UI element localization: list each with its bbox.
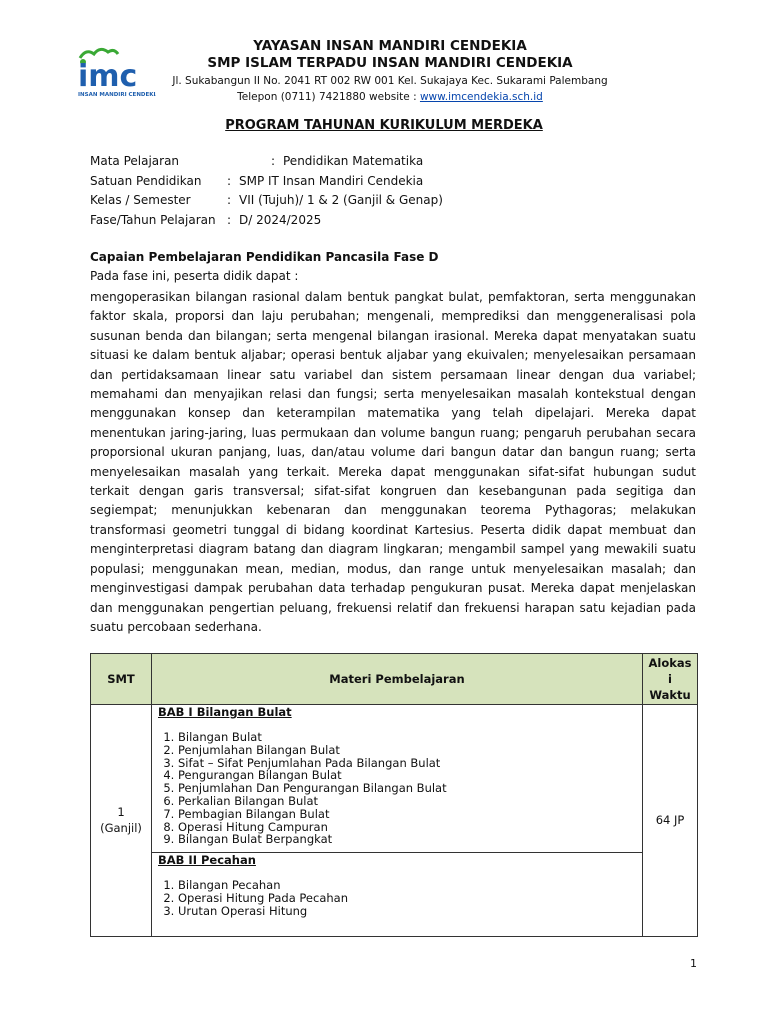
program-table: [90, 653, 698, 937]
bab-block: [152, 705, 642, 852]
meta-value: D/ 2024/2025: [239, 212, 322, 227]
meta-label: Mata Pelajaran: [90, 154, 180, 168]
website-link[interactable]: www.imcendekia.sch.id: [419, 91, 543, 103]
capaian-body: mengoperasikan bilangan rasional dalam bentuk pangkat bulat, pemfaktoran, serta menggunakan faktor skala, proporsi dan laju perubahan; mengenali, memprediksi dan menggeneralisasi pola susunan benda dan bilangan; serta mengenal bilangan irasional. Mereka dapat menyatakan suatu situasi ke dalam bentuk aljabar; operasi bentuk aljabar yang ekuivalen; menyelesaikan persamaan dan pertidaksamaan linear satu variabel dan sistem persamaan linear dengan dua variabel; memahami dan menyajikan relasi dan fungsi; serta menyelesaikan masalah kontekstual dengan menggunakan konsep dan keterampilan matematika yang telah dipelajari. Mereka dapat menentukan jaring-jaring, luas permukaan dan volume bangun ruang; pengaruh perubahan secara proporsional ukuran panjang, luas, dan/atau volume dari bangun datar dan bangun ruang; serta menyelesaikan masalah yang terkait. Mereka dapat menggunakan sifat-sifat hubungan sudut terkait dengan garis transversal; sifat-sifat kongruen dan kesebangunan pada segitiga dan segiempat; menunjukkan kebenaran dan menggunakan teorema Pythagoras; melakukan transformasi geometri tunggal di bidang koordinat Kartesius. Peserta didik dapat membuat dan menginterpretasi diagram batang dan diagram lingkaran; mengambil sampel yang mewakili suatu populasi; menggunakan mean, median, modus, dan range untuk menyelesaikan masalah; dan menginvestigasi dampak perubahan data terhadap pengukuran pusat. Mereka dapat menjelaskan dan menggunakan pengertian peluang, frekuensi relatif dan frekuensi harapan satu kejadian pada suatu percobaan sederhana.: [90, 290, 696, 634]
list-item: 2. Penjumlahan Bilangan Bulat: [178, 744, 636, 757]
header-materi: Materi Pembelajaran: [152, 654, 643, 705]
bab-topic-list: [158, 731, 636, 846]
meta-row: [90, 152, 443, 172]
list-item: 3. Urutan Operasi Hitung: [178, 905, 636, 918]
meta-label: Satuan Pendidikan: [90, 173, 202, 188]
bab-title: BAB I Bilangan Bulat: [158, 705, 292, 719]
list-item: 5. Penjumlahan Dan Pengurangan Bilangan Bulat: [178, 782, 636, 795]
header-alokasi: Alokas i Waktu: [643, 654, 698, 705]
org-name: YAYASAN INSAN MANDIRI CENDEKIA: [253, 38, 527, 54]
list-item: 8. Operasi Hitung Campuran: [178, 821, 636, 834]
meta-label: Fase/Tahun Pelajaran: [90, 212, 216, 227]
list-item: 1. Bilangan Bulat: [178, 731, 636, 744]
phone-text: Telepon (0711) 7421880 website :: [237, 91, 420, 103]
meta-info: [90, 152, 443, 230]
letterhead: [140, 38, 640, 104]
materi-cell: [152, 705, 643, 937]
table-row: [91, 705, 698, 937]
meta-sep: :: [271, 154, 276, 168]
meta-row: [90, 172, 443, 192]
meta-sep: :: [227, 173, 232, 188]
document-title: PROGRAM TAHUNAN KURIKULUM MERDEKA: [225, 118, 543, 133]
meta-sep: :: [227, 212, 232, 227]
alokasi-cell: 64 JP: [643, 705, 698, 937]
logo-caption: INSAN MANDIRI CENDEKIA: [78, 92, 156, 98]
bab-block: [152, 852, 642, 935]
capaian-intro: Pada fase ini, peserta didik dapat :: [90, 269, 299, 283]
page-number: 1: [690, 957, 697, 970]
school-contact: [140, 90, 640, 104]
meta-label: Kelas / Semester: [90, 193, 191, 207]
list-item: 7. Pembagian Bilangan Bulat: [178, 808, 636, 821]
header-smt: SMT: [91, 654, 152, 705]
table-header-row: [91, 654, 698, 705]
capaian-title: Capaian Pembelajaran Pendidikan Pancasila Fase D: [90, 250, 439, 264]
logo-swoosh: [80, 49, 118, 58]
meta-sep: :: [227, 193, 232, 207]
smt-cell: 1 (Ganjil): [91, 705, 152, 937]
meta-value: Pendidikan Matematika: [283, 154, 424, 168]
list-item: 6. Perkalian Bilangan Bulat: [178, 795, 636, 808]
list-item: 4. Pengurangan Bilangan Bulat: [178, 769, 636, 782]
list-item: 9. Bilangan Bulat Berpangkat: [178, 833, 636, 846]
bab-title: BAB II Pecahan: [158, 853, 256, 868]
list-item: 2. Operasi Hitung Pada Pecahan: [178, 892, 636, 905]
logo-text: imc: [78, 59, 138, 94]
school-address: Jl. Sukabangun II No. 2041 RT 002 RW 001 Kel. Sukajaya Kec. Sukarami Palembang: [172, 75, 608, 87]
meta-value: VII (Tujuh)/ 1 & 2 (Ganjil & Genap): [239, 193, 443, 207]
meta-value: SMP IT Insan Mandiri Cendekia: [239, 173, 424, 188]
list-item: 3. Sifat – Sifat Penjumlahan Pada Bilangan Bulat: [178, 757, 636, 770]
school-name: SMP ISLAM TERPADU INSAN MANDIRI CENDEKIA: [207, 55, 573, 71]
bab-topic-list: [158, 879, 636, 917]
meta-row: [90, 211, 443, 231]
list-item: 1. Bilangan Pecahan: [178, 879, 636, 892]
meta-row: [90, 191, 443, 211]
